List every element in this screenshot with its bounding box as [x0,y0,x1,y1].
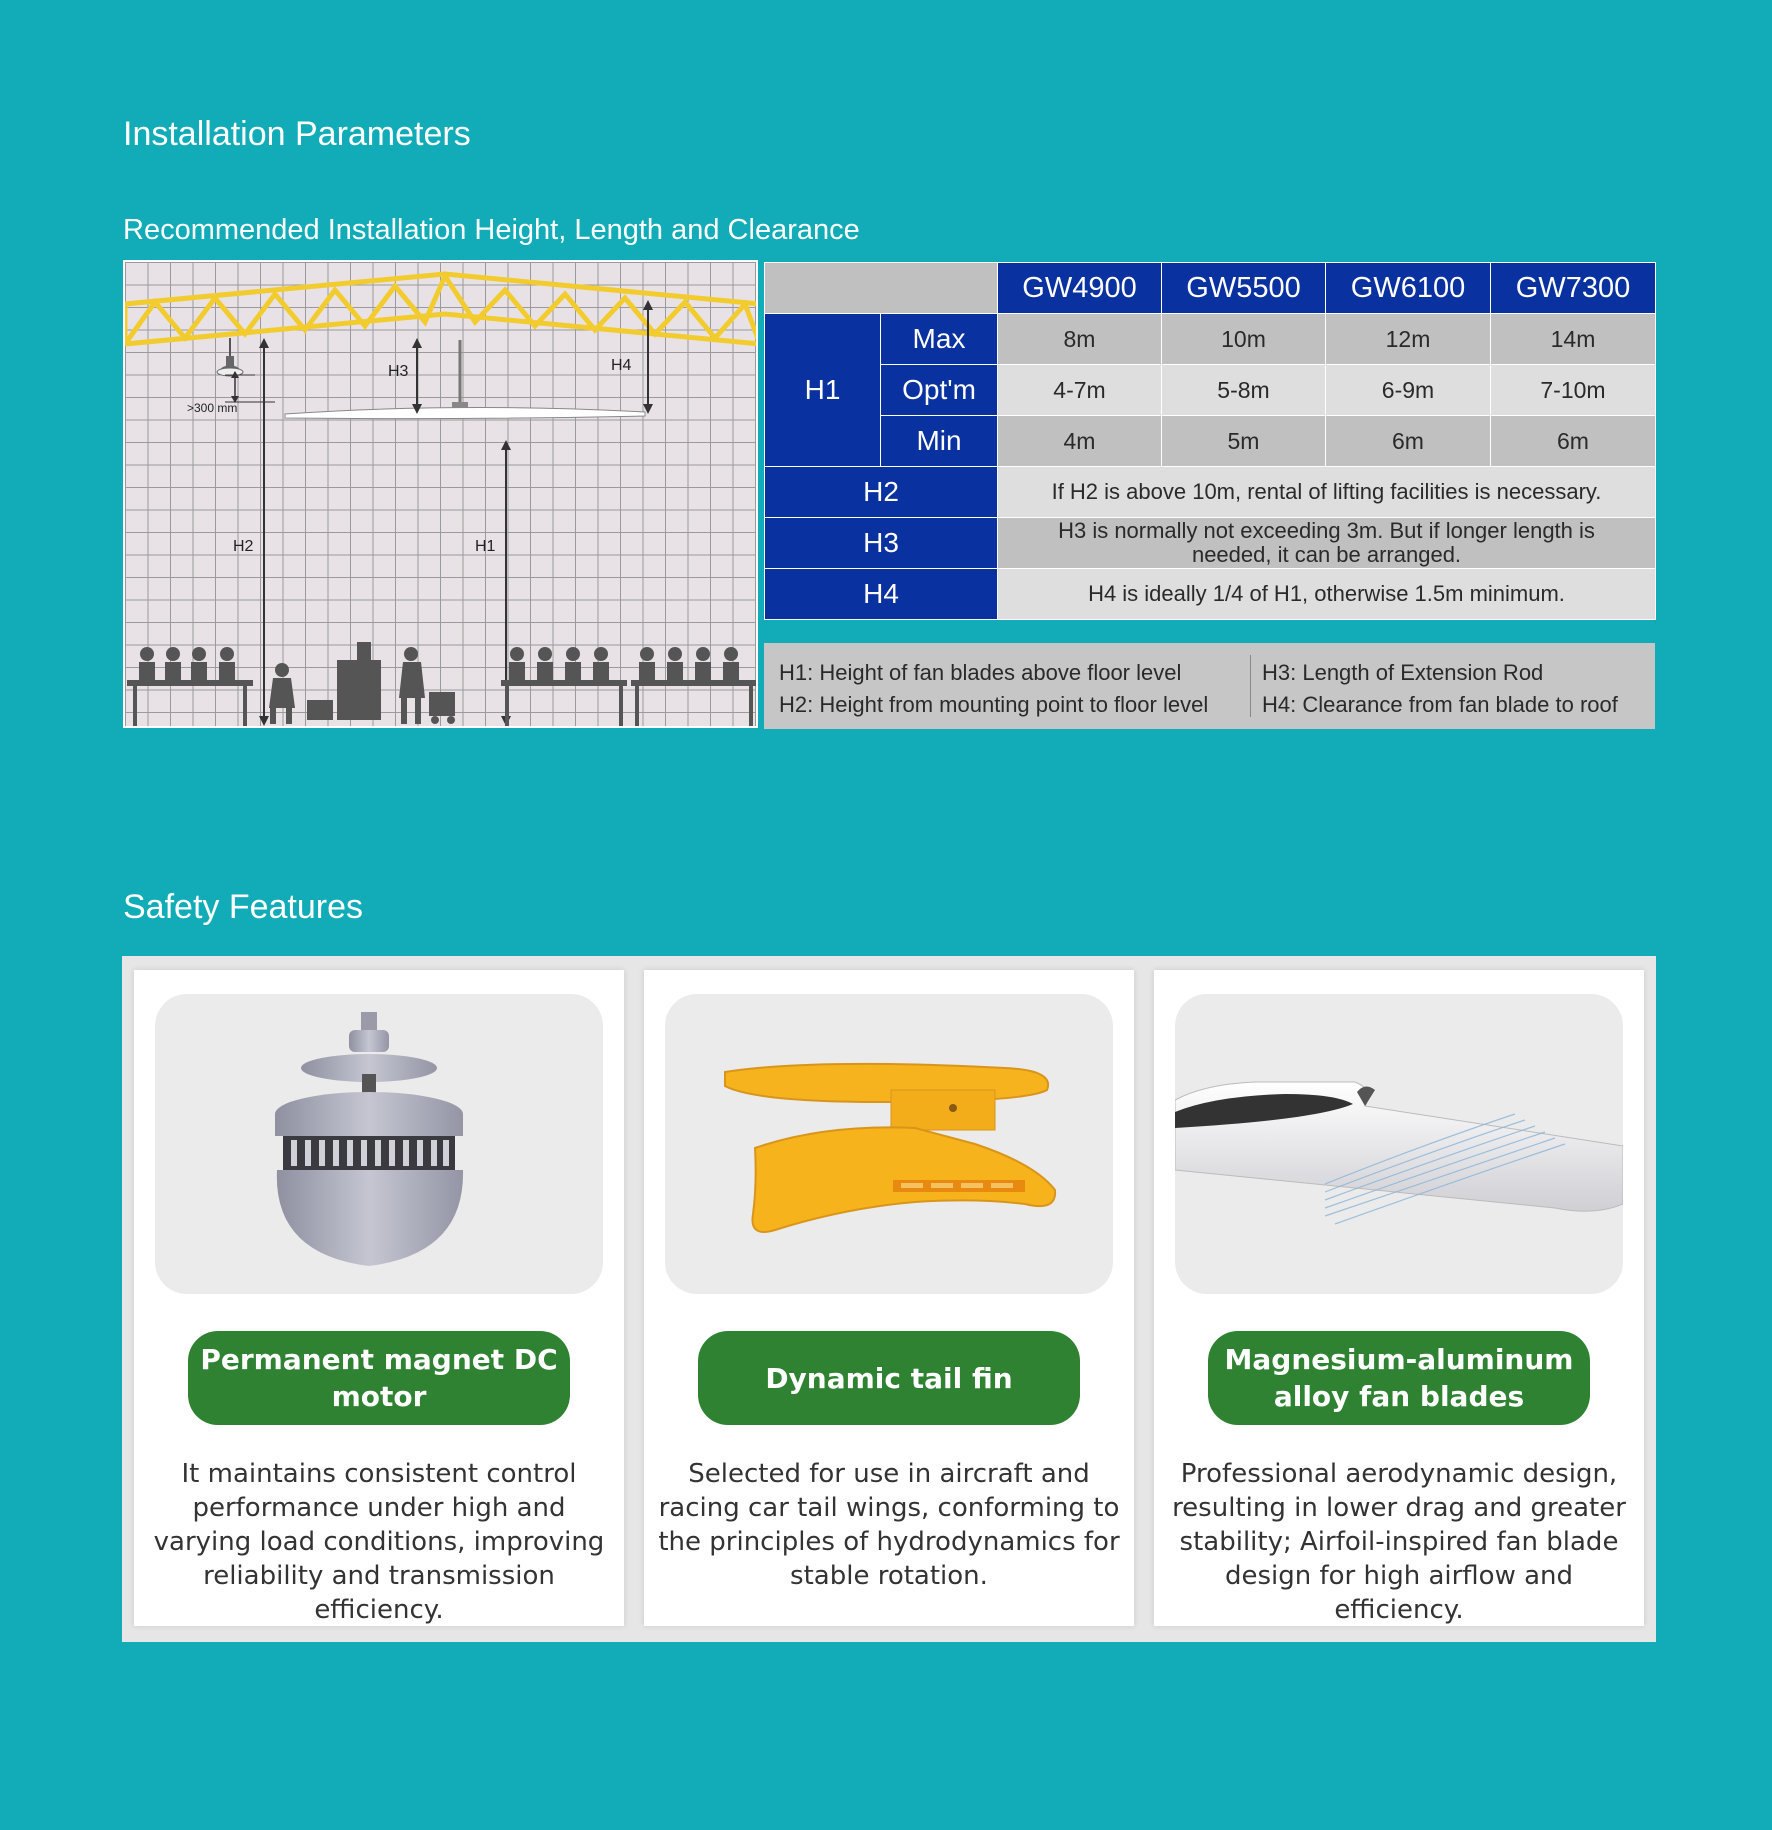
lamp [217,338,243,376]
legend-h3: H3: Length of Extension Rod [1262,660,1544,685]
table-row [765,569,1656,620]
h2-diagram-label: H2 [233,538,254,555]
table-cell: 8m [998,314,1162,365]
safety-features-panel [122,956,1656,1642]
h1-row-label: H1 [765,314,881,467]
note-cell: If H2 is above 10m, rental of lifting facilities is necessary. [998,467,1656,518]
feature-card-tail-fin [644,970,1134,1626]
installation-subtitle: Recommended Installation Height, Length and Clearance [123,214,860,246]
feature-title: Magnesium-aluminum alloy fan blades [1208,1331,1590,1425]
note-cell: H4 is ideally 1/4 of H1, otherwise 1.5m minimum. [998,569,1656,620]
mechanic-icon [269,642,455,724]
table-row [765,365,1656,416]
table-cell: 6m [1326,416,1491,467]
table-cell: 4-7m [998,365,1162,416]
h1-diagram-label: H1 [475,538,496,555]
fan-blade-icon [1175,994,1623,1294]
feature-description: Professional aerodynamic design, resulting in lower drag and greater stability; Airfoil-inspired fan blade design for high airflow and efficiency. [1172,1459,1626,1625]
h4-diagram-label: H4 [611,357,632,374]
row-label: Opt'm [881,365,998,416]
fan [285,340,645,419]
row-label: H4 [765,569,998,620]
workers-right-icon [501,647,757,726]
table-cell: 12m [1326,314,1491,365]
feature-card-fan-blades [1154,970,1644,1626]
table-cell: 7-10m [1491,365,1656,416]
table-cell: 10m [1162,314,1326,365]
model-header: GW4900 [998,263,1162,314]
model-header: GW7300 [1491,263,1656,314]
legend-h2: H2: Height from mounting point to floor level [779,692,1209,717]
feature-description: Selected for use in aircraft and racing car tail wings, conforming to the principles of hydrodynamics for stable rotation. [658,1459,1120,1591]
table-row [765,467,1656,518]
table-cell: 5m [1162,416,1326,467]
motor-image [155,994,603,1294]
model-header: GW5500 [1162,263,1326,314]
spec-table [764,262,1656,620]
motor-icon [155,994,603,1294]
row-label: H2 [765,467,998,518]
clearance-label: >300 mm [187,401,238,415]
table-cell: 5-8m [1162,365,1326,416]
feature-card-motor [134,970,624,1626]
table-row [765,416,1656,467]
tail-fin-image [665,994,1113,1294]
row-label: Min [881,416,998,467]
h3-diagram-label: H3 [388,363,409,380]
table-header-row [765,263,1656,314]
table-row [765,518,1656,569]
workers-left-icon [127,647,253,726]
legend-h4: H4: Clearance from fan blade to roof [1262,692,1618,717]
feature-description: It maintains consistent control performance under high and varying load conditions, improving reliability and transmission efficiency. [153,1459,605,1625]
table-cell: 4m [998,416,1162,467]
corner-cell [765,263,998,314]
installation-parameters-title: Installation Parameters [123,115,471,153]
model-header: GW6100 [1326,263,1491,314]
tail-fin-icon [665,994,1113,1294]
roof-truss [125,274,758,344]
installation-diagram [123,260,758,728]
feature-title: Permanent magnet DC motor [188,1331,570,1425]
row-label: H3 [765,518,998,569]
note-cell: H3 is normally not exceeding 3m. But if longer length is needed, it can be arranged. [998,518,1656,569]
installation-diagram-drawing [125,262,758,728]
table-cell: 14m [1491,314,1656,365]
safety-features-title: Safety Features [123,888,364,926]
fan-blade-image [1175,994,1623,1294]
feature-title: Dynamic tail fin [698,1331,1080,1425]
legend-h1: H1: Height of fan blades above floor level [779,660,1182,685]
row-label: Max [881,314,998,365]
table-cell: 6-9m [1326,365,1491,416]
legend-divider [1250,655,1251,717]
legend-box [764,643,1655,729]
table-cell: 6m [1491,416,1656,467]
table-row [765,314,1656,365]
